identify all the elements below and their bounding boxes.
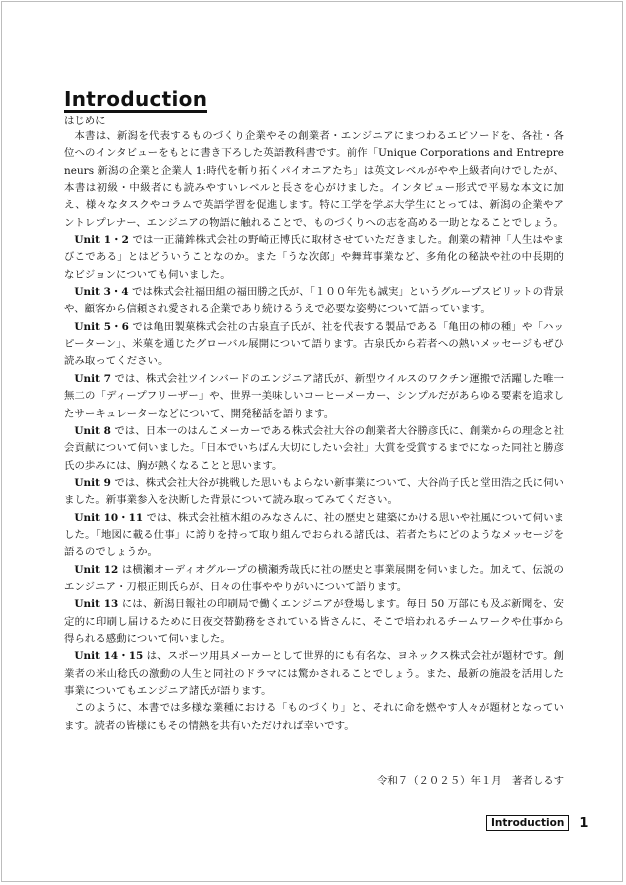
paragraph-unit-3-4: Unit 3・4 では株式会社福田組の福田勝之氏が、「１００年先も誠実」というグループスピリットの背景や、顧客から信頼され愛される企業であり続けるうえで必要な姿勢について語っています。 (64, 286, 564, 316)
date-author-line: 令和７（２０２５）年１月 著者しるす (376, 775, 564, 787)
paragraph-intro: 本書は、新潟を代表するものづくり企業やその創業者・エンジニアにまつわるエピソードを、各社・各位へのインタビューをもとに書き下ろした英語教科書です。前作「Unique Corporations and Entrepreneurs 新潟の企業と企業人 1:時代を斬り拓くパイオニアたち」は英文レベルがやや上級者向けでしたが、本書は初級・中級者にも読みやすいレベルと長さを心がけました。インタビュー形式で平易な本文に加え、様々なタスクやコラムで英語学習を促進します。特に工学を学ぶ大学生にとっては、新潟の企業やアントレプレナー、エンジニアの物語に触れることで、ものづくりへの志を高める一助となることでしょう。 (64, 130, 564, 229)
paragraph-unit-9: Unit 9 では、株式会社大谷が挑戦した思いもよらない新事業について、大谷尚子氏と堂田浩之氏に伺いました。新事業参入を決断した背景について読み取ってみてください。 (64, 476, 564, 507)
subheading: はじめに (64, 115, 106, 127)
page-number: 1 (579, 815, 589, 831)
page-footer (486, 815, 588, 831)
paragraph-unit-1-2: Unit 1・2 では一正蒲鉾株式会社の野崎正博氏に取材させていただきました。創業の精神「人生はやまびこである」とはどういうことなのか。また「うな次郎」や舞茸事業など、多角化の秘訣や社の中長期的なビジョンについても伺いました。 (64, 234, 564, 281)
document-body (64, 88, 564, 735)
paragraph-unit-14-15: Unit 14・15 は、スポーツ用具メーカーとして世界的にも有名な、ヨネックス株式会社が題材です。創業者の米山稔氏の激動の人生と同社のドラマには驚かされることでしょう。また、最新の施設を活用した事業についてもエンジニア諸氏が語ります。 (64, 650, 564, 697)
footer-section-label: Introduction (486, 815, 569, 831)
paragraph-unit-12: Unit 12 は横瀬オーディオグループの横瀬秀哉氏に社の歴史と事業展開を伺いました。加えて、伝説のエンジニア・刀根正則氏らが、日々の仕事ややりがいについて語ります。 (64, 563, 564, 593)
page-title: Introduction (64, 87, 208, 111)
paragraph-unit-7: Unit 7 では、株式会社ツインバードのエンジニア諸氏が、新型ウイルスのワクチン運搬で活躍した唯一無二の「ディープフリーザー」や、世界一美味しいコーヒーメーカー、シンプルだがあらゆる要素を追求したサーキュレーターなどについて、開発秘話を語ります。 (64, 372, 564, 420)
paragraph-unit-10-11: Unit 10・11 では、株式会社植木組のみなさんに、社の歴史と建築にかける思いや社風について伺いました。「地図に載る仕事」に誇りを持って取り組んでおられる諸氏は、若者たちにどのようなメッセージを語るのでしょうか。 (64, 511, 564, 559)
paragraph-closing: このように、本書では多様な業種における「ものづくり」と、それに命を燃やす人々が題材となっています。読者の皆様にもその情熱を共有いただければ幸いです。 (64, 702, 564, 732)
paragraph-unit-8: Unit 8 では、日本一のはんこメーカーである株式会社大谷の創業者大谷勝彦氏に、創業からの理念と社会貢献について伺いました。「日本でいちばん大切にしたい会社」大賞を受賞するまでになった同社と勝彦氏の歩みには、胸が熱くなることと思います。 (64, 424, 565, 472)
paragraph-unit-5-6: Unit 5・6 では亀田製菓株式会社の古泉直子氏が、社を代表する製品である「亀田の柿の種」や「ハッピーターン」、米菓を通じたグローバル展開について語ります。古泉氏から若者への熱いメッセージもぜひ読み取ってください。 (64, 320, 564, 368)
paragraph-unit-13: Unit 13 には、新潟日報社の印刷局で働くエンジニアが登場します。毎日 50 万部にも及ぶ新聞を、安定的に印刷し届けるために日夜交替勤務をされている皆さんに、そこで培われるチームワークや仕事から得られる感動について伺いました。 (64, 598, 564, 645)
